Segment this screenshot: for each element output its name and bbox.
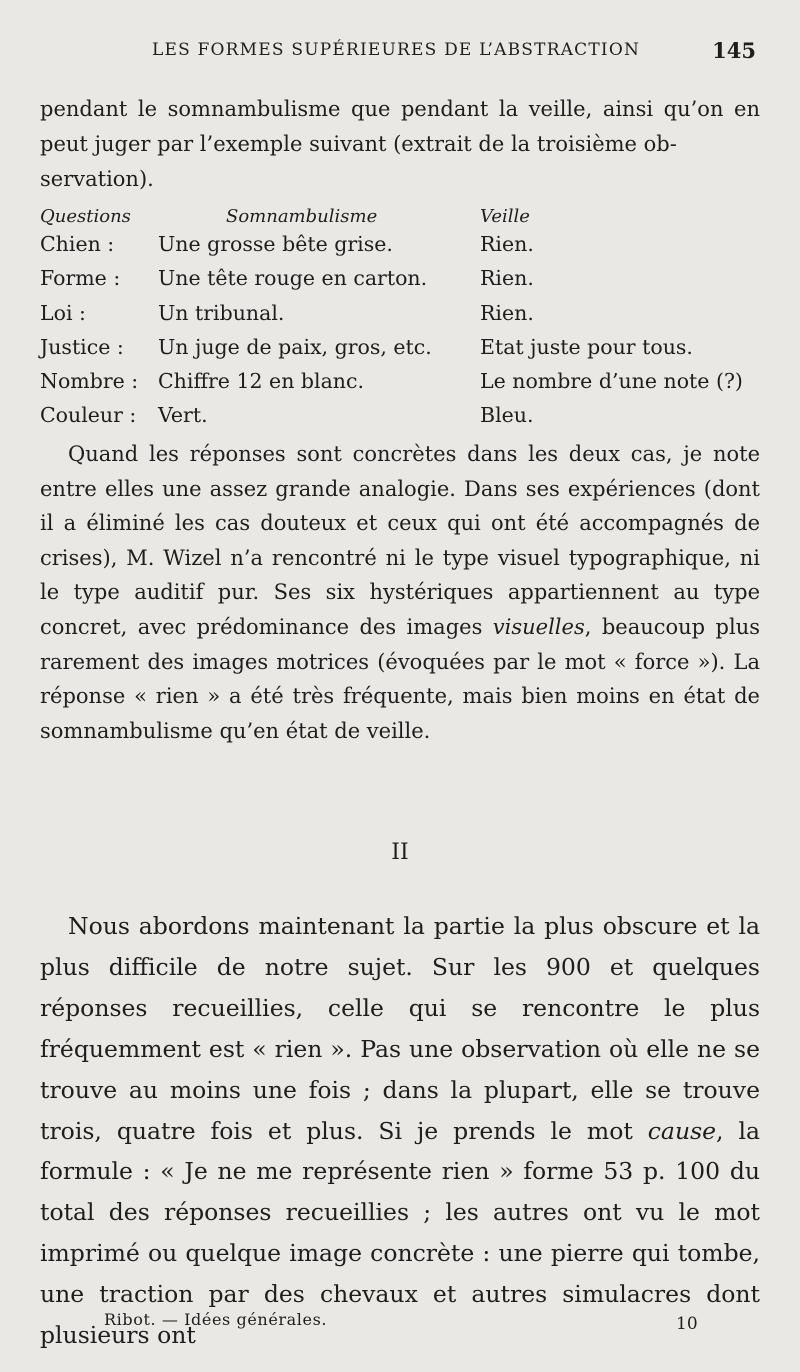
paragraph-wizel-text: [40, 437, 760, 748]
emphasis: cause: [647, 1116, 717, 1145]
footer-title: Ribot. — Idées générales.: [104, 1310, 328, 1329]
intro-text: pendant le somnambulisme que pendant la veille, ainsi qu’on en peut juger par l’exemple suivant (extrait de la troisième ob-: [40, 97, 760, 156]
row-somnambulisme: Un juge de paix, gros, etc.: [158, 334, 432, 359]
table-row: [40, 335, 764, 369]
table-row: [40, 266, 764, 300]
row-veille: Le nombre d’une note (?): [480, 369, 743, 394]
paragraph-section-ii: [40, 906, 760, 1356]
row-question: Chien :: [40, 232, 115, 256]
section-number: II: [391, 840, 409, 865]
row-veille: Bleu.: [480, 403, 534, 428]
running-head: [40, 38, 760, 64]
row-somnambulisme: Un tribunal.: [158, 300, 285, 325]
page-footer: [40, 1308, 760, 1338]
row-question: Loi :: [40, 300, 86, 325]
paragraph-text: Quand les réponses sont concrètes dans les deux cas, je note entre elles une assez grande analogie. Dans ses expériences (dont il a éliminé les cas douteux et ceux qui ont été accompagnés de crises), M. Wizel n’a rencontré ni le type visuel typographique, ni le type auditif pur. Ses six hystériques appartiennent au type concret, avec prédominance des images: [40, 442, 760, 639]
row-somnambulisme: Une grosse bête grise.: [158, 232, 393, 256]
row-veille: Etat juste pour tous.: [480, 334, 693, 359]
signature-mark: 10: [676, 1314, 698, 1334]
header-questions: Questions: [40, 206, 131, 227]
row-somnambulisme: Chiffre 12 en blanc.: [158, 369, 365, 394]
header-veille: Veille: [480, 206, 530, 227]
row-question: Couleur :: [40, 403, 137, 428]
paragraph-text: Nous abordons maintenant la partie la plus obscure et la plus difficile de notre sujet. Sur les 900 et quelques réponses recueillies, celle qui se rencontre le plus fréquemment est « rien ». Pas une observation où elle ne se trouve au moins une fois ; dans la plupart, elle se trouve trois, quatre fois et plus. Si je prends le mot: [40, 912, 760, 1145]
header-somnambulisme: Somnambulisme: [226, 206, 378, 227]
table-row: [40, 301, 764, 335]
row-veille: Rien.: [480, 300, 534, 325]
intro-last-line: servation).: [40, 167, 154, 191]
paragraph-text: , beaucoup plus rarement des images motrices (évoquées par le mot « force »). La réponse « rien » a été très fréquente, mais bien moins en état de somnambulisme qu’en état de veille.: [40, 614, 760, 743]
paragraph-text: , la formule : « Je ne me représente rien » forme 53 p. 100 du total des réponses recueillies ; les autres ont vu le mot imprimé ou quelque image concrète : une pierre qui tombe, une traction par des chevaux et autres simulacres dont plusieurs ont: [40, 1116, 761, 1350]
table-row: [40, 232, 764, 266]
emphasis: visuelles: [492, 614, 585, 639]
row-somnambulisme: Une tête rouge en carton.: [158, 266, 428, 291]
table-row: [40, 403, 764, 437]
row-somnambulisme: Vert.: [158, 403, 208, 428]
row-veille: Rien.: [480, 232, 534, 256]
row-question: Forme :: [40, 266, 121, 291]
table-header: [40, 200, 764, 232]
paragraph-section-ii-text: [40, 906, 760, 1356]
intro-paragraph: [40, 92, 760, 197]
row-question: Justice :: [40, 334, 124, 359]
row-question: Nombre :: [40, 369, 139, 394]
page-number: 145: [712, 38, 756, 63]
paragraph-wizel: [40, 437, 760, 748]
response-table: [40, 200, 764, 438]
row-veille: Rien.: [480, 266, 534, 291]
running-title: LES FORMES SUPÉRIEURES DE L’ABSTRACTION: [152, 40, 641, 60]
table-row: [40, 369, 764, 403]
